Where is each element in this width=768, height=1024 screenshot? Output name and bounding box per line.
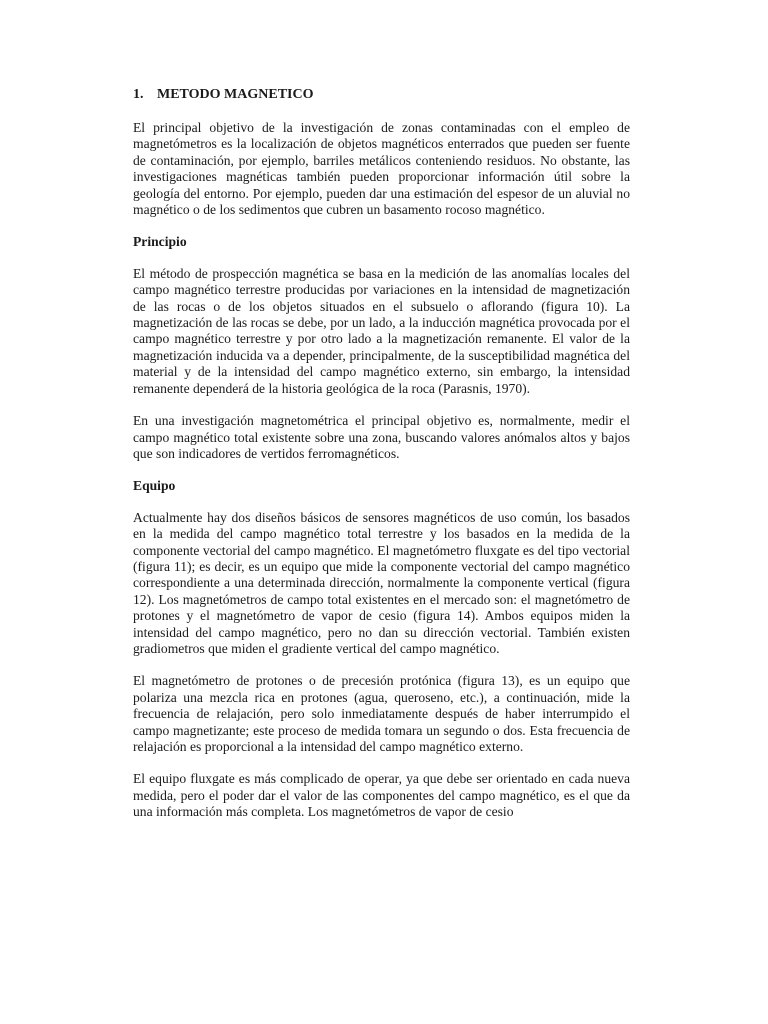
document-body xyxy=(133,86,630,837)
equipo-paragraph-1: Actualmente hay dos diseños básicos de sensores magnéticos de uso común, los basados en la medida del campo magnético total terrestre y los basados en la medida de la componente vectorial del campo magnético. El magnetómetro fluxgate es del tipo vectorial (figura 11); es decir, es un equipo que mide la componente vectorial del campo magnético correspondiente a una determinada dirección, normalmente la componente vertical (figura 12). Los magnetómetros de campo total existentes en el mercado son: el magnetómetro de protones y el magnetómetro de vapor de cesio (figura 14). Ambos equipos miden la intensidad del campo magnético, pero no dan su dirección vectorial. También existen gradiometros que miden el gradiente vertical del campo magnético. xyxy=(133,509,630,656)
equipo-paragraph-3: El equipo fluxgate es más complicado de operar, ya que debe ser orientado en cada nueva medida, pero el poder dar el valor de las componentes del campo magnético, es el que da una información más completa. Los magnetómetros de vapor de cesio xyxy=(133,771,630,820)
section-title: METODO MAGNETICO xyxy=(157,87,314,102)
equipo-paragraph-2: El magnetómetro de protones o de precesión protónica (figura 13), es un equipo que polariza una mezcla rica en protones (agua, queroseno, etc.), a continuación, mide la frecuencia de relajación, pero solo inmediatamente después de haber interrumpido el campo magnetizante; este proceso de medida tomara un segundo o dos. Esta frecuencia de relajación es proporcional a la intensidad del campo magnético externo. xyxy=(133,673,630,754)
section-heading xyxy=(133,86,630,103)
intro-paragraph: El principal objetivo de la investigación de zonas contaminadas con el empleo de magnetómetros es la localización de objetos magnéticos enterrados que pueden ser fuente de contaminación, por ejemplo, barriles metálicos conteniendo residuos. No obstante, las investigaciones magnéticas también pueden proporcionar información útil sobre la geología del entorno. Por ejemplo, pueden dar una estimación del espesor de un aluvial no magnético o de los sedimentos que cubren un basamento rocoso magnético. xyxy=(133,120,630,218)
principio-paragraph-1: El método de prospección magnética se basa en la medición de las anomalías locales del campo magnético terrestre producidas por variaciones en la intensidad de magnetización de las rocas o de los objetos situados en el subsuelo o aflorando (figura 10). La magnetización de las rocas se debe, por un lado, a la inducción magnética provocada por el campo magnético terrestre y por otro lado a la magnetización remanente. El valor de la magnetización inducida va a depender, principalmente, de la susceptibilidad magnética del material y de la intensidad del campo magnético externo, sin embargo, la intensidad remanente dependerá de la historia geológica de la roca (Parasnis, 1970). xyxy=(133,265,630,396)
section-number: 1. xyxy=(133,87,144,102)
principio-paragraph-2: En una investigación magnetométrica el principal objetivo es, normalmente, medir el campo magnético total existente sobre una zona, buscando valores anómalos altos y bajos que son indicadores de vertidos ferromagnéticos. xyxy=(133,413,630,461)
subheading-principio: Principio xyxy=(133,234,187,250)
subheading-equipo: Equipo xyxy=(133,478,176,494)
